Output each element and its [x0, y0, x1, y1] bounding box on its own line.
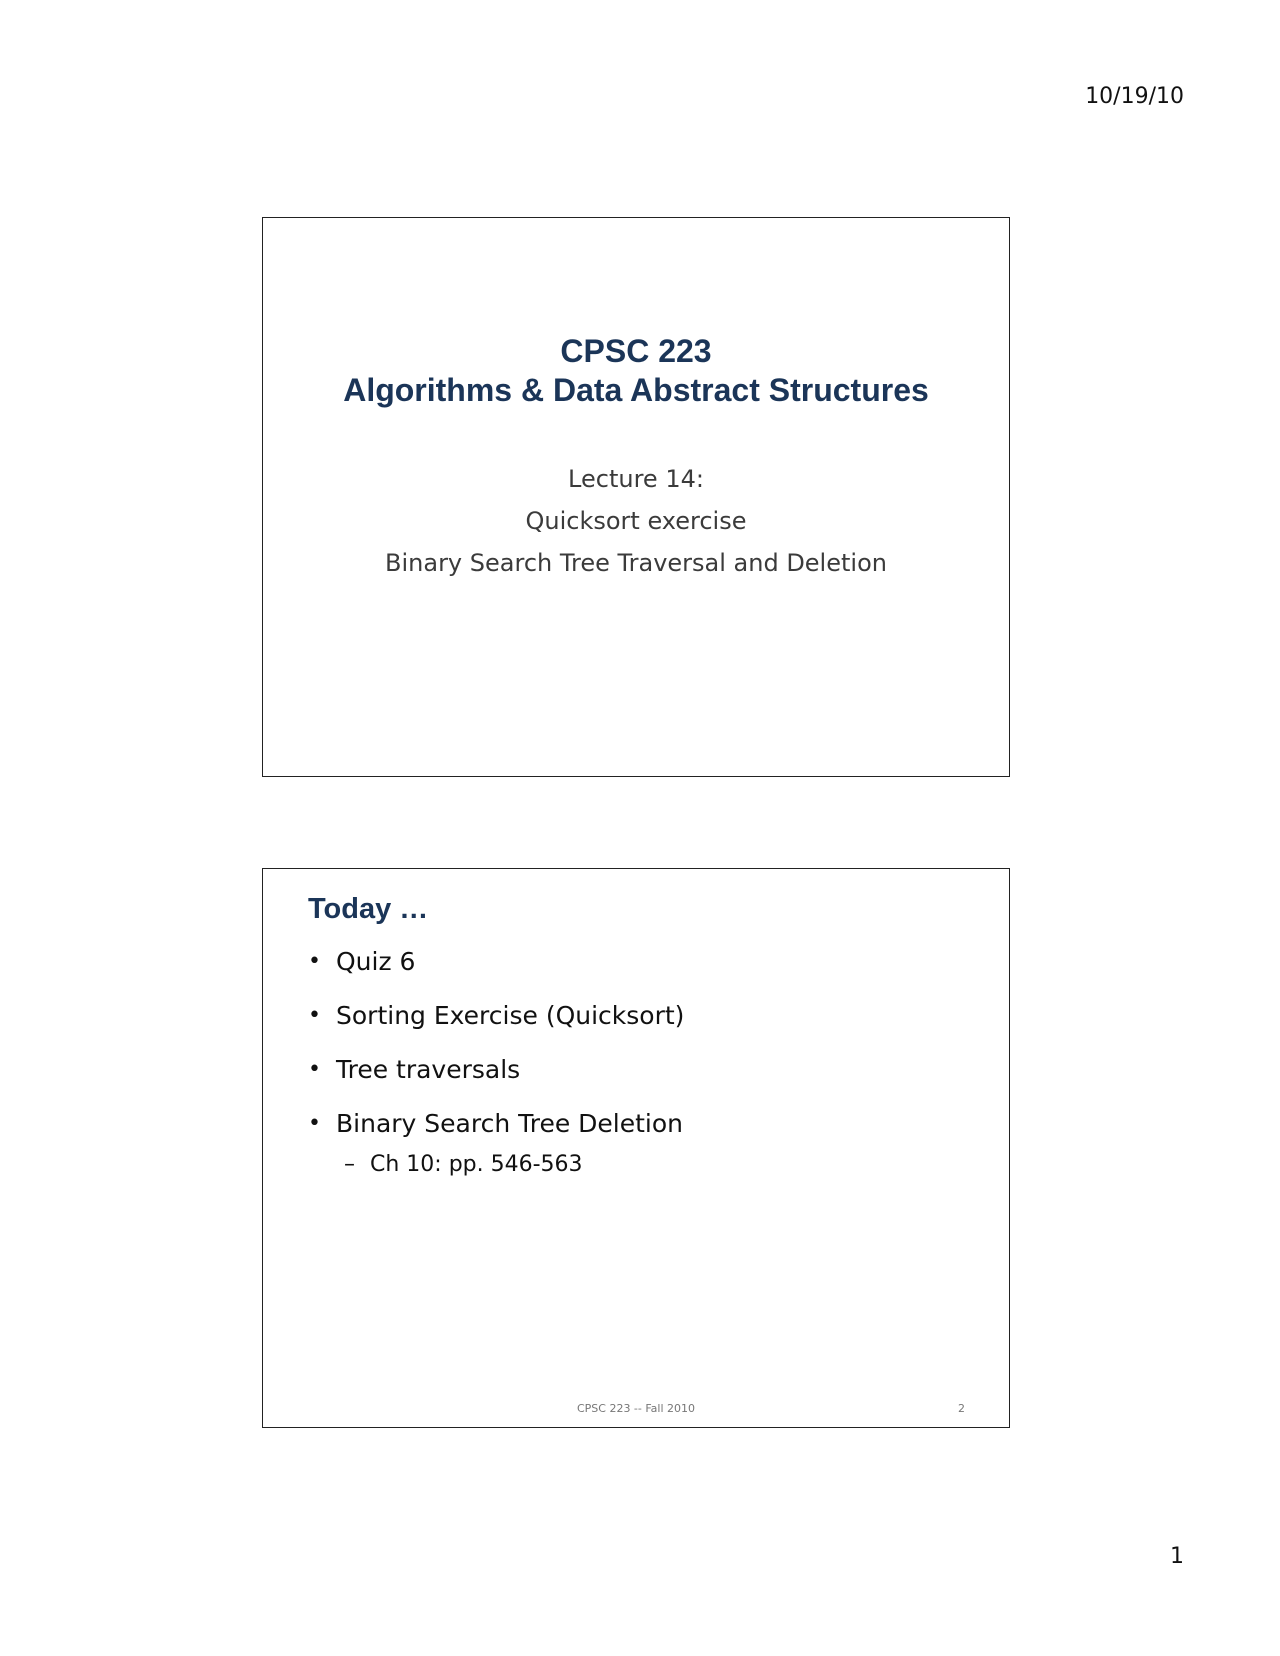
slide-heading: Today … — [308, 893, 429, 925]
course-code: CPSC 223 — [560, 333, 712, 369]
sub-list-item-text: Ch 10: pp. 546-563 — [370, 1152, 583, 1177]
lecture-topic-2: Binary Search Tree Traversal and Deletion — [385, 549, 887, 577]
bullet-icon: • — [308, 1003, 321, 1028]
slide-subtitle — [263, 458, 1009, 584]
page-date: 10/19/10 — [1085, 84, 1184, 109]
slide-title — [263, 332, 1009, 410]
bullet-icon: • — [308, 1057, 321, 1082]
bullet-icon: • — [308, 1111, 321, 1136]
slide-number: 2 — [958, 1402, 965, 1415]
list-item-text: Binary Search Tree Deletion — [336, 1109, 683, 1138]
course-name: Algorithms & Data Abstract Structures — [343, 372, 929, 408]
slide-1 — [262, 217, 1010, 777]
dash-icon: – — [344, 1152, 355, 1177]
list-item — [308, 1055, 684, 1085]
list-item-text: Quiz 6 — [336, 947, 416, 976]
bullet-icon: • — [308, 949, 321, 974]
sub-list-item — [308, 1151, 684, 1179]
page-number: 1 — [1170, 1544, 1184, 1569]
list-item — [308, 947, 684, 977]
lecture-number: Lecture 14: — [568, 465, 704, 493]
list-item — [308, 1001, 684, 1031]
list-item-text: Sorting Exercise (Quicksort) — [336, 1001, 685, 1030]
bullet-list — [308, 947, 684, 1179]
list-item-text: Tree traversals — [336, 1055, 521, 1084]
list-item — [308, 1109, 684, 1139]
lecture-topic-1: Quicksort exercise — [525, 507, 747, 535]
slide-2 — [262, 868, 1010, 1428]
slide-footer: CPSC 223 -- Fall 2010 — [576, 1402, 696, 1415]
